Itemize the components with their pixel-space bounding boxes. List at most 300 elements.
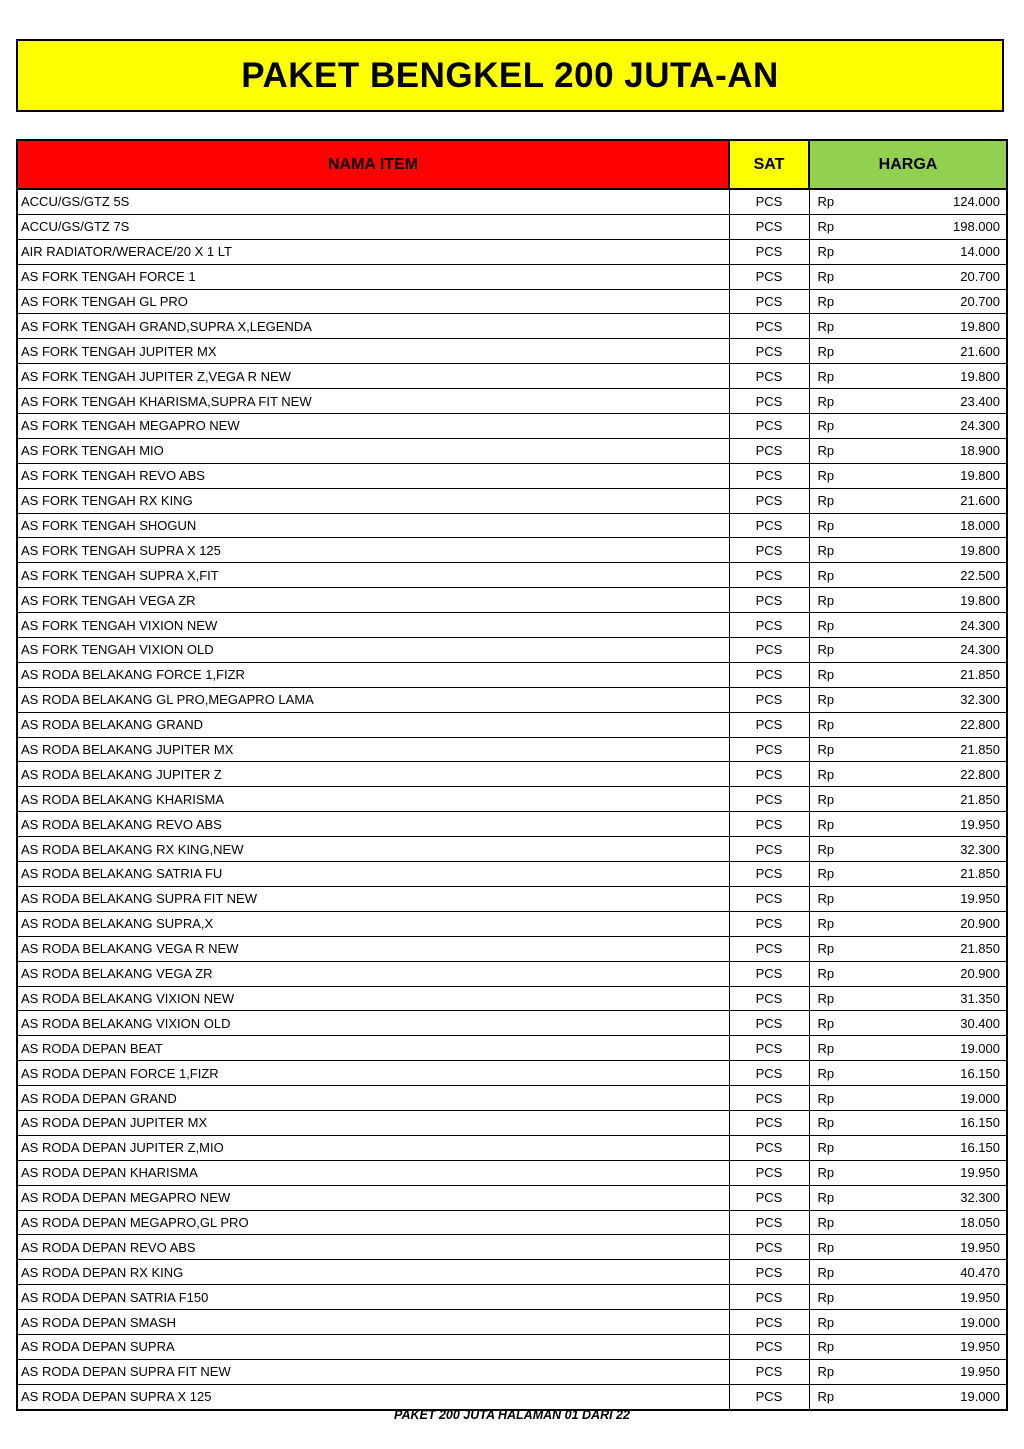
item-currency: Rp — [817, 1364, 835, 1380]
item-price-cell — [809, 1185, 1007, 1210]
item-unit: PCS — [729, 986, 809, 1011]
item-price: 21.850 — [960, 667, 1000, 683]
item-unit: PCS — [729, 737, 809, 762]
item-name: AS FORK TENGAH GL PRO — [17, 289, 729, 314]
item-currency: Rp — [817, 717, 835, 733]
item-name: AS FORK TENGAH FORCE 1 — [17, 264, 729, 289]
item-name: AS FORK TENGAH SUPRA X 125 — [17, 538, 729, 563]
item-price-cell — [809, 414, 1007, 439]
item-currency: Rp — [817, 1339, 835, 1355]
item-price: 124.000 — [953, 194, 1000, 210]
item-currency: Rp — [817, 592, 835, 608]
item-currency: Rp — [817, 219, 835, 235]
item-name: AS RODA BELAKANG SATRIA FU — [17, 862, 729, 887]
item-currency: Rp — [817, 692, 835, 708]
item-price: 18.000 — [960, 518, 1000, 534]
item-name: AS RODA BELAKANG KHARISMA — [17, 787, 729, 812]
item-price: 19.800 — [960, 318, 1000, 334]
item-price: 32.300 — [960, 692, 1000, 708]
item-unit: PCS — [729, 911, 809, 936]
item-price-cell — [809, 1135, 1007, 1160]
item-price: 198.000 — [953, 219, 1000, 235]
item-name: AS RODA DEPAN JUPITER MX — [17, 1110, 729, 1135]
item-name: AS FORK TENGAH RX KING — [17, 488, 729, 513]
item-price-cell — [809, 1036, 1007, 1061]
table-row — [17, 488, 1007, 513]
item-name: AS RODA BELAKANG FORCE 1,FIZR — [17, 662, 729, 687]
item-unit: PCS — [729, 563, 809, 588]
item-name: AS RODA DEPAN SUPRA FIT NEW — [17, 1359, 729, 1384]
item-currency: Rp — [817, 916, 835, 932]
item-currency: Rp — [817, 443, 835, 459]
item-price-cell — [809, 339, 1007, 364]
item-currency: Rp — [817, 1165, 835, 1181]
table-row — [17, 862, 1007, 887]
item-name: AS FORK TENGAH GRAND,SUPRA X,LEGENDA — [17, 314, 729, 339]
item-unit: PCS — [729, 289, 809, 314]
item-name: AS RODA BELAKANG SUPRA FIT NEW — [17, 886, 729, 911]
item-currency: Rp — [817, 941, 835, 957]
item-price-cell — [809, 389, 1007, 414]
item-price: 19.800 — [960, 468, 1000, 484]
table-header-row — [17, 140, 1007, 189]
item-unit: PCS — [729, 538, 809, 563]
page-footer: PAKET 200 JUTA HALAMAN 01 DARI 22 — [394, 1408, 630, 1422]
item-name: AS FORK TENGAH SUPRA X,FIT — [17, 563, 729, 588]
item-unit: PCS — [729, 1110, 809, 1135]
item-price-cell — [809, 513, 1007, 538]
item-price: 22.500 — [960, 567, 1000, 583]
item-name: AS RODA DEPAN SMASH — [17, 1310, 729, 1335]
item-name: AS FORK TENGAH VIXION NEW — [17, 613, 729, 638]
item-currency: Rp — [817, 667, 835, 683]
item-unit: PCS — [729, 812, 809, 837]
item-currency: Rp — [817, 766, 835, 782]
item-unit: PCS — [729, 1135, 809, 1160]
item-name: AS RODA DEPAN JUPITER Z,MIO — [17, 1135, 729, 1160]
item-unit: PCS — [729, 613, 809, 638]
item-unit: PCS — [729, 588, 809, 613]
item-price-cell — [809, 1334, 1007, 1359]
table-row — [17, 737, 1007, 762]
item-unit: PCS — [729, 1011, 809, 1036]
item-price: 19.800 — [960, 542, 1000, 558]
item-name: ACCU/GS/GTZ 7S — [17, 214, 729, 239]
item-currency: Rp — [817, 393, 835, 409]
item-price: 16.150 — [960, 1115, 1000, 1131]
item-price-cell — [809, 214, 1007, 239]
item-price: 16.150 — [960, 1065, 1000, 1081]
item-price: 19.950 — [960, 891, 1000, 907]
item-price-cell — [809, 1086, 1007, 1111]
item-price-cell — [809, 1384, 1007, 1409]
item-price: 19.950 — [960, 816, 1000, 832]
item-unit: PCS — [729, 787, 809, 812]
item-unit: PCS — [729, 687, 809, 712]
item-name: AS RODA BELAKANG VEGA R NEW — [17, 936, 729, 961]
item-price: 18.050 — [960, 1214, 1000, 1230]
item-price: 21.850 — [960, 742, 1000, 758]
table-row — [17, 936, 1007, 961]
item-price: 21.600 — [960, 343, 1000, 359]
item-price-cell — [809, 1160, 1007, 1185]
header-price: HARGA — [809, 140, 1007, 189]
item-price: 24.300 — [960, 418, 1000, 434]
item-price: 20.700 — [960, 269, 1000, 285]
item-currency: Rp — [817, 1389, 835, 1405]
item-unit: PCS — [729, 1334, 809, 1359]
table-row — [17, 712, 1007, 737]
item-price-cell — [809, 687, 1007, 712]
table-row — [17, 638, 1007, 663]
item-unit: PCS — [729, 638, 809, 663]
item-price-cell — [809, 189, 1007, 214]
item-name: AS RODA BELAKANG SUPRA,X — [17, 911, 729, 936]
table-row — [17, 911, 1007, 936]
item-currency: Rp — [817, 1214, 835, 1230]
table-row — [17, 538, 1007, 563]
item-name: AS FORK TENGAH SHOGUN — [17, 513, 729, 538]
item-price: 23.400 — [960, 393, 1000, 409]
item-name: AS RODA DEPAN KHARISMA — [17, 1160, 729, 1185]
item-price-cell — [809, 239, 1007, 264]
item-price: 19.950 — [960, 1165, 1000, 1181]
table-row — [17, 513, 1007, 538]
table-row — [17, 961, 1007, 986]
item-price-cell — [809, 1260, 1007, 1285]
item-price: 21.600 — [960, 493, 1000, 509]
table-row — [17, 563, 1007, 588]
item-currency: Rp — [817, 1015, 835, 1031]
item-name: AS RODA BELAKANG JUPITER MX — [17, 737, 729, 762]
item-price-cell — [809, 886, 1007, 911]
table-row — [17, 1135, 1007, 1160]
item-price: 19.000 — [960, 1040, 1000, 1056]
table-row — [17, 1160, 1007, 1185]
item-currency: Rp — [817, 244, 835, 260]
item-unit: PCS — [729, 339, 809, 364]
item-name: AS FORK TENGAH JUPITER MX — [17, 339, 729, 364]
table-row — [17, 1210, 1007, 1235]
table-row — [17, 886, 1007, 911]
item-currency: Rp — [817, 1140, 835, 1156]
item-price: 18.900 — [960, 443, 1000, 459]
item-unit: PCS — [729, 1086, 809, 1111]
table-row — [17, 289, 1007, 314]
item-name: AS RODA DEPAN REVO ABS — [17, 1235, 729, 1260]
item-unit: PCS — [729, 662, 809, 687]
item-price-cell — [809, 986, 1007, 1011]
item-price-cell — [809, 1110, 1007, 1135]
item-name: AS RODA DEPAN SUPRA X 125 — [17, 1384, 729, 1409]
item-price-cell — [809, 1285, 1007, 1310]
item-currency: Rp — [817, 269, 835, 285]
item-price: 24.300 — [960, 617, 1000, 633]
item-price-cell — [809, 613, 1007, 638]
item-unit: PCS — [729, 1310, 809, 1335]
item-price: 19.950 — [960, 1364, 1000, 1380]
item-price: 24.300 — [960, 642, 1000, 658]
item-name: AS FORK TENGAH REVO ABS — [17, 463, 729, 488]
table-row — [17, 1185, 1007, 1210]
item-name: AS FORK TENGAH JUPITER Z,VEGA R NEW — [17, 364, 729, 389]
item-price-cell — [809, 463, 1007, 488]
item-unit: PCS — [729, 1235, 809, 1260]
item-unit: PCS — [729, 1260, 809, 1285]
table-row — [17, 812, 1007, 837]
table-row — [17, 787, 1007, 812]
item-name: AS RODA DEPAN FORCE 1,FIZR — [17, 1061, 729, 1086]
item-price-cell — [809, 762, 1007, 787]
item-price: 31.350 — [960, 990, 1000, 1006]
item-unit: PCS — [729, 936, 809, 961]
item-name: ACCU/GS/GTZ 5S — [17, 189, 729, 214]
item-price-cell — [809, 662, 1007, 687]
table-row — [17, 687, 1007, 712]
item-currency: Rp — [817, 1190, 835, 1206]
item-price: 19.000 — [960, 1389, 1000, 1405]
table-row — [17, 613, 1007, 638]
table-row — [17, 1235, 1007, 1260]
item-currency: Rp — [817, 567, 835, 583]
item-name: AS FORK TENGAH VEGA ZR — [17, 588, 729, 613]
item-currency: Rp — [817, 642, 835, 658]
item-price-cell — [809, 1310, 1007, 1335]
item-name: AS FORK TENGAH MEGAPRO NEW — [17, 414, 729, 439]
item-name: AS RODA BELAKANG GL PRO,MEGAPRO LAMA — [17, 687, 729, 712]
item-price-cell — [809, 588, 1007, 613]
item-currency: Rp — [817, 966, 835, 982]
item-currency: Rp — [817, 1264, 835, 1280]
item-unit: PCS — [729, 314, 809, 339]
item-price-cell — [809, 1210, 1007, 1235]
item-currency: Rp — [817, 990, 835, 1006]
item-name: AS RODA BELAKANG RX KING,NEW — [17, 837, 729, 862]
item-currency: Rp — [817, 518, 835, 534]
table-body — [17, 189, 1007, 1410]
table-row — [17, 1310, 1007, 1335]
table-row — [17, 1359, 1007, 1384]
item-price-cell — [809, 1235, 1007, 1260]
table-row — [17, 1086, 1007, 1111]
table-row — [17, 314, 1007, 339]
header-unit: SAT — [729, 140, 809, 189]
item-price: 21.850 — [960, 941, 1000, 957]
item-price-cell — [809, 737, 1007, 762]
item-price-cell — [809, 837, 1007, 862]
item-currency: Rp — [817, 617, 835, 633]
item-price-cell — [809, 936, 1007, 961]
item-unit: PCS — [729, 1285, 809, 1310]
item-name: AS RODA DEPAN SUPRA — [17, 1334, 729, 1359]
item-price-cell — [809, 1061, 1007, 1086]
item-unit: PCS — [729, 1061, 809, 1086]
item-name: AS RODA DEPAN GRAND — [17, 1086, 729, 1111]
table-row — [17, 986, 1007, 1011]
item-price: 32.300 — [960, 1190, 1000, 1206]
item-unit: PCS — [729, 1160, 809, 1185]
item-price-cell — [809, 538, 1007, 563]
item-price: 16.150 — [960, 1140, 1000, 1156]
item-unit: PCS — [729, 712, 809, 737]
item-name: AS RODA DEPAN SATRIA F150 — [17, 1285, 729, 1310]
item-unit: PCS — [729, 886, 809, 911]
item-price-cell — [809, 264, 1007, 289]
item-currency: Rp — [817, 1065, 835, 1081]
item-currency: Rp — [817, 742, 835, 758]
item-name: AS RODA BELAKANG REVO ABS — [17, 812, 729, 837]
item-currency: Rp — [817, 542, 835, 558]
table-row — [17, 414, 1007, 439]
item-unit: PCS — [729, 488, 809, 513]
table-row — [17, 1061, 1007, 1086]
table-row — [17, 662, 1007, 687]
price-table — [16, 139, 1008, 1411]
header-item-name: NAMA ITEM — [17, 140, 729, 189]
item-unit: PCS — [729, 239, 809, 264]
item-name: AS RODA BELAKANG VIXION NEW — [17, 986, 729, 1011]
item-currency: Rp — [817, 1115, 835, 1131]
table-row — [17, 1260, 1007, 1285]
table-row — [17, 239, 1007, 264]
table-row — [17, 438, 1007, 463]
item-price-cell — [809, 438, 1007, 463]
item-name: AS RODA DEPAN MEGAPRO,GL PRO — [17, 1210, 729, 1235]
item-name: AS RODA BELAKANG GRAND — [17, 712, 729, 737]
item-unit: PCS — [729, 1036, 809, 1061]
table-row — [17, 1285, 1007, 1310]
table-row — [17, 463, 1007, 488]
item-unit: PCS — [729, 862, 809, 887]
item-currency: Rp — [817, 866, 835, 882]
item-unit: PCS — [729, 463, 809, 488]
table-row — [17, 389, 1007, 414]
table-row — [17, 837, 1007, 862]
table-row — [17, 264, 1007, 289]
item-price-cell — [809, 289, 1007, 314]
item-price: 14.000 — [960, 244, 1000, 260]
item-currency: Rp — [817, 1040, 835, 1056]
item-price-cell — [809, 911, 1007, 936]
item-price-cell — [809, 961, 1007, 986]
item-name: AS RODA BELAKANG VEGA ZR — [17, 961, 729, 986]
item-currency: Rp — [817, 194, 835, 210]
table-row — [17, 189, 1007, 214]
item-price-cell — [809, 488, 1007, 513]
table-row — [17, 1334, 1007, 1359]
item-price: 19.950 — [960, 1239, 1000, 1255]
item-unit: PCS — [729, 364, 809, 389]
item-unit: PCS — [729, 389, 809, 414]
item-unit: PCS — [729, 214, 809, 239]
item-currency: Rp — [817, 318, 835, 334]
item-currency: Rp — [817, 891, 835, 907]
item-name: AS FORK TENGAH VIXION OLD — [17, 638, 729, 663]
item-price: 32.300 — [960, 841, 1000, 857]
item-unit: PCS — [729, 961, 809, 986]
item-currency: Rp — [817, 791, 835, 807]
item-price-cell — [809, 812, 1007, 837]
table-row — [17, 1036, 1007, 1061]
page-title: PAKET BENGKEL 200 JUTA-AN — [241, 55, 779, 95]
item-name: AS RODA DEPAN MEGAPRO NEW — [17, 1185, 729, 1210]
item-price-cell — [809, 314, 1007, 339]
table-row — [17, 214, 1007, 239]
item-price: 19.950 — [960, 1289, 1000, 1305]
item-price: 22.800 — [960, 717, 1000, 733]
item-currency: Rp — [817, 1090, 835, 1106]
table-row — [17, 762, 1007, 787]
item-unit: PCS — [729, 414, 809, 439]
item-unit: PCS — [729, 189, 809, 214]
item-price: 20.900 — [960, 916, 1000, 932]
item-unit: PCS — [729, 1384, 809, 1409]
item-unit: PCS — [729, 513, 809, 538]
item-price: 30.400 — [960, 1015, 1000, 1031]
item-name: AS RODA DEPAN RX KING — [17, 1260, 729, 1285]
item-price: 21.850 — [960, 791, 1000, 807]
item-price: 22.800 — [960, 766, 1000, 782]
item-currency: Rp — [817, 294, 835, 309]
item-unit: PCS — [729, 1359, 809, 1384]
item-currency: Rp — [817, 841, 835, 857]
item-price: 19.950 — [960, 1339, 1000, 1355]
item-price: 21.850 — [960, 866, 1000, 882]
item-name: AIR RADIATOR/WERACE/20 X 1 LT — [17, 239, 729, 264]
item-name: AS RODA DEPAN BEAT — [17, 1036, 729, 1061]
item-name: AS FORK TENGAH KHARISMA,SUPRA FIT NEW — [17, 389, 729, 414]
item-price: 19.800 — [960, 368, 1000, 384]
item-unit: PCS — [729, 1210, 809, 1235]
item-name: AS FORK TENGAH MIO — [17, 438, 729, 463]
item-name: AS RODA BELAKANG JUPITER Z — [17, 762, 729, 787]
item-currency: Rp — [817, 368, 835, 384]
title-banner — [16, 39, 1004, 112]
item-currency: Rp — [817, 816, 835, 832]
item-price-cell — [809, 787, 1007, 812]
item-unit: PCS — [729, 762, 809, 787]
table-row — [17, 364, 1007, 389]
item-name: AS RODA BELAKANG VIXION OLD — [17, 1011, 729, 1036]
item-price: 19.800 — [960, 592, 1000, 608]
item-currency: Rp — [817, 468, 835, 484]
table-row — [17, 339, 1007, 364]
item-unit: PCS — [729, 264, 809, 289]
table-row — [17, 588, 1007, 613]
item-price-cell — [809, 862, 1007, 887]
item-currency: Rp — [817, 343, 835, 359]
item-currency: Rp — [817, 1289, 835, 1305]
item-currency: Rp — [817, 493, 835, 509]
table-row — [17, 1384, 1007, 1409]
table-row — [17, 1011, 1007, 1036]
item-price-cell — [809, 1359, 1007, 1384]
item-unit: PCS — [729, 837, 809, 862]
item-currency: Rp — [817, 418, 835, 434]
item-price-cell — [809, 563, 1007, 588]
item-currency: Rp — [817, 1239, 835, 1255]
item-price: 20.700 — [960, 294, 1000, 309]
item-price-cell — [809, 364, 1007, 389]
item-currency: Rp — [817, 1314, 835, 1330]
item-price: 40.470 — [960, 1264, 1000, 1280]
table-row — [17, 1110, 1007, 1135]
item-unit: PCS — [729, 438, 809, 463]
item-unit: PCS — [729, 1185, 809, 1210]
item-price: 20.900 — [960, 966, 1000, 982]
item-price: 19.000 — [960, 1314, 1000, 1330]
item-price-cell — [809, 638, 1007, 663]
